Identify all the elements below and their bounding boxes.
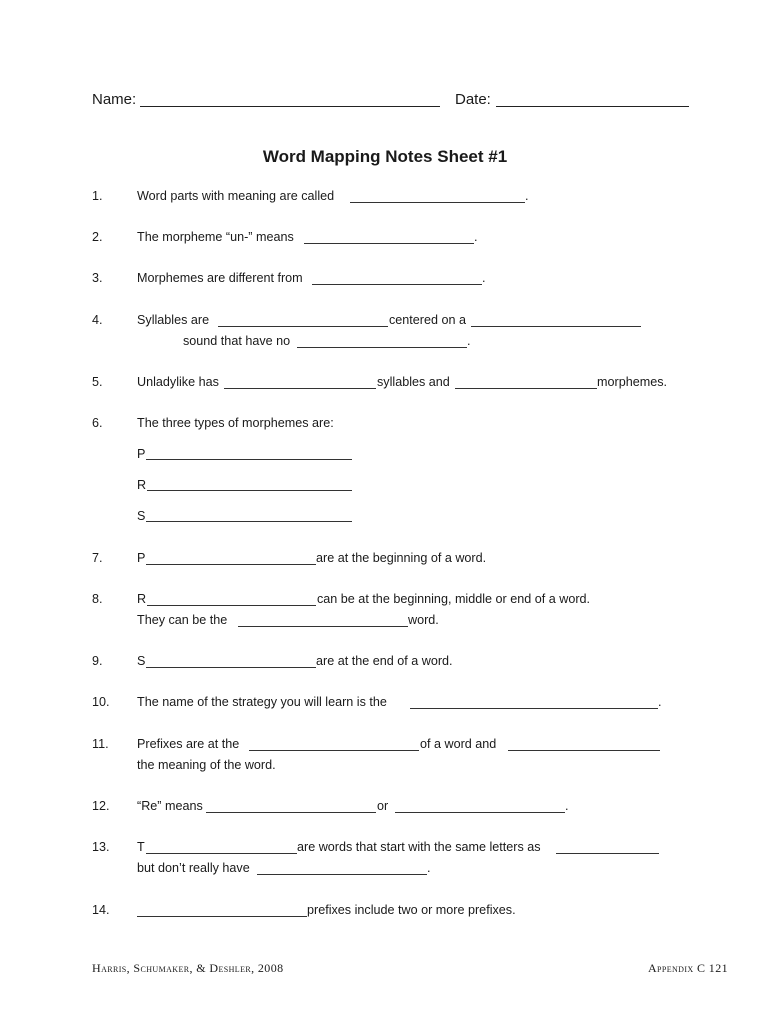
q8-blank-1[interactable] [147,605,316,606]
q8-text: can be at the beginning, middle or end of a word. [317,592,591,606]
q4-blank-2[interactable] [471,326,641,327]
q1-blank[interactable] [350,202,525,203]
footer-page-number: Appendix C 121 [647,961,728,975]
q11-blank-1[interactable] [249,750,419,751]
q4-end: . [467,334,471,348]
q11-text-a: Prefixes are at the [137,737,240,751]
q10-number: 10. [92,695,110,709]
q6-p-letter: P [137,447,146,461]
q1-end: . [525,189,529,203]
q2-text: The morpheme “un-” means [137,230,294,244]
q5-text-b: syllables and [377,375,450,389]
q5-number: 5. [92,375,103,389]
q5-blank-2[interactable] [455,388,597,389]
q9-blank[interactable] [146,667,316,668]
q8-text-c: word. [408,613,439,627]
q7-number: 7. [92,551,103,565]
q4-text-a: Syllables are [137,313,210,327]
q11-blank-2[interactable] [508,750,660,751]
name-blank[interactable] [140,106,440,107]
q12-blank-2[interactable] [395,812,565,813]
q13-end: . [427,861,431,875]
q2-number: 2. [92,230,103,244]
q1-text: Word parts with meaning are called [137,189,335,203]
q13-blank-2[interactable] [556,853,659,854]
q6-s-blank[interactable] [146,521,352,522]
q13-text-a: are words that start with the same letters as [297,840,541,854]
q5-text-a: Unladylike has [137,375,219,389]
q14-blank[interactable] [137,916,307,917]
q3-blank[interactable] [312,284,482,285]
q6-text: The three types of morphemes are: [137,416,334,430]
q12-text-b: or [377,799,389,813]
q14-number: 14. [92,903,110,917]
q6-s-letter: S [137,509,146,523]
name-label: Name: [92,91,137,108]
q12-end: . [565,799,569,813]
q8-letter: R [137,592,147,606]
q10-end: . [658,695,662,709]
q13-text-b: but don’t really have [137,861,250,875]
q9-number: 9. [92,654,103,668]
page-title: Word Mapping Notes Sheet #1 [262,147,508,166]
q6-r-letter: R [137,478,147,492]
q4-blank-1[interactable] [218,326,388,327]
q2-blank[interactable] [304,243,474,244]
q7-letter: P [137,551,146,565]
q11-text-c: the meaning of the word. [137,758,276,772]
q12-blank-1[interactable] [206,812,376,813]
q5-text-c: morphemes. [597,375,667,389]
q8-text-b: They can be the [137,613,228,627]
q9-letter: S [137,654,146,668]
q5-blank-1[interactable] [224,388,376,389]
q1-number: 1. [92,189,103,203]
q6-number: 6. [92,416,103,430]
q8-blank-2[interactable] [238,626,408,627]
q6-p-blank[interactable] [146,459,352,460]
q3-text: Morphemes are different from [137,271,303,285]
q4-text-b: centered on a [389,313,467,327]
q10-text: The name of the strategy you will learn is the [137,695,387,709]
date-label: Date: [455,91,491,108]
q13-blank-1[interactable] [146,853,297,854]
q11-text-b: of a word and [420,737,497,751]
q7-blank[interactable] [146,564,316,565]
q10-blank[interactable] [410,708,658,709]
q3-number: 3. [92,271,103,285]
q4-blank-3[interactable] [297,347,467,348]
q3-end: . [482,271,486,285]
q13-letter: T [137,840,145,854]
q6-r-blank[interactable] [147,490,352,491]
q14-text: prefixes include two or more prefixes. [307,903,516,917]
q13-blank-3[interactable] [257,874,427,875]
date-blank[interactable] [496,106,689,107]
footer-citation: Harris, Schumaker, & Deshler, 2008 [92,961,284,975]
q4-text-c: sound that have no [183,334,291,348]
q12-number: 12. [92,799,110,813]
q11-number: 11. [92,737,109,751]
q8-number: 8. [92,592,103,606]
q13-number: 13. [92,840,110,854]
q9-text: are at the end of a word. [316,654,453,668]
q7-text: are at the beginning of a word. [316,551,487,565]
q4-number: 4. [92,313,103,327]
q2-end: . [474,230,478,244]
q12-text-a: “Re” means [137,799,203,813]
